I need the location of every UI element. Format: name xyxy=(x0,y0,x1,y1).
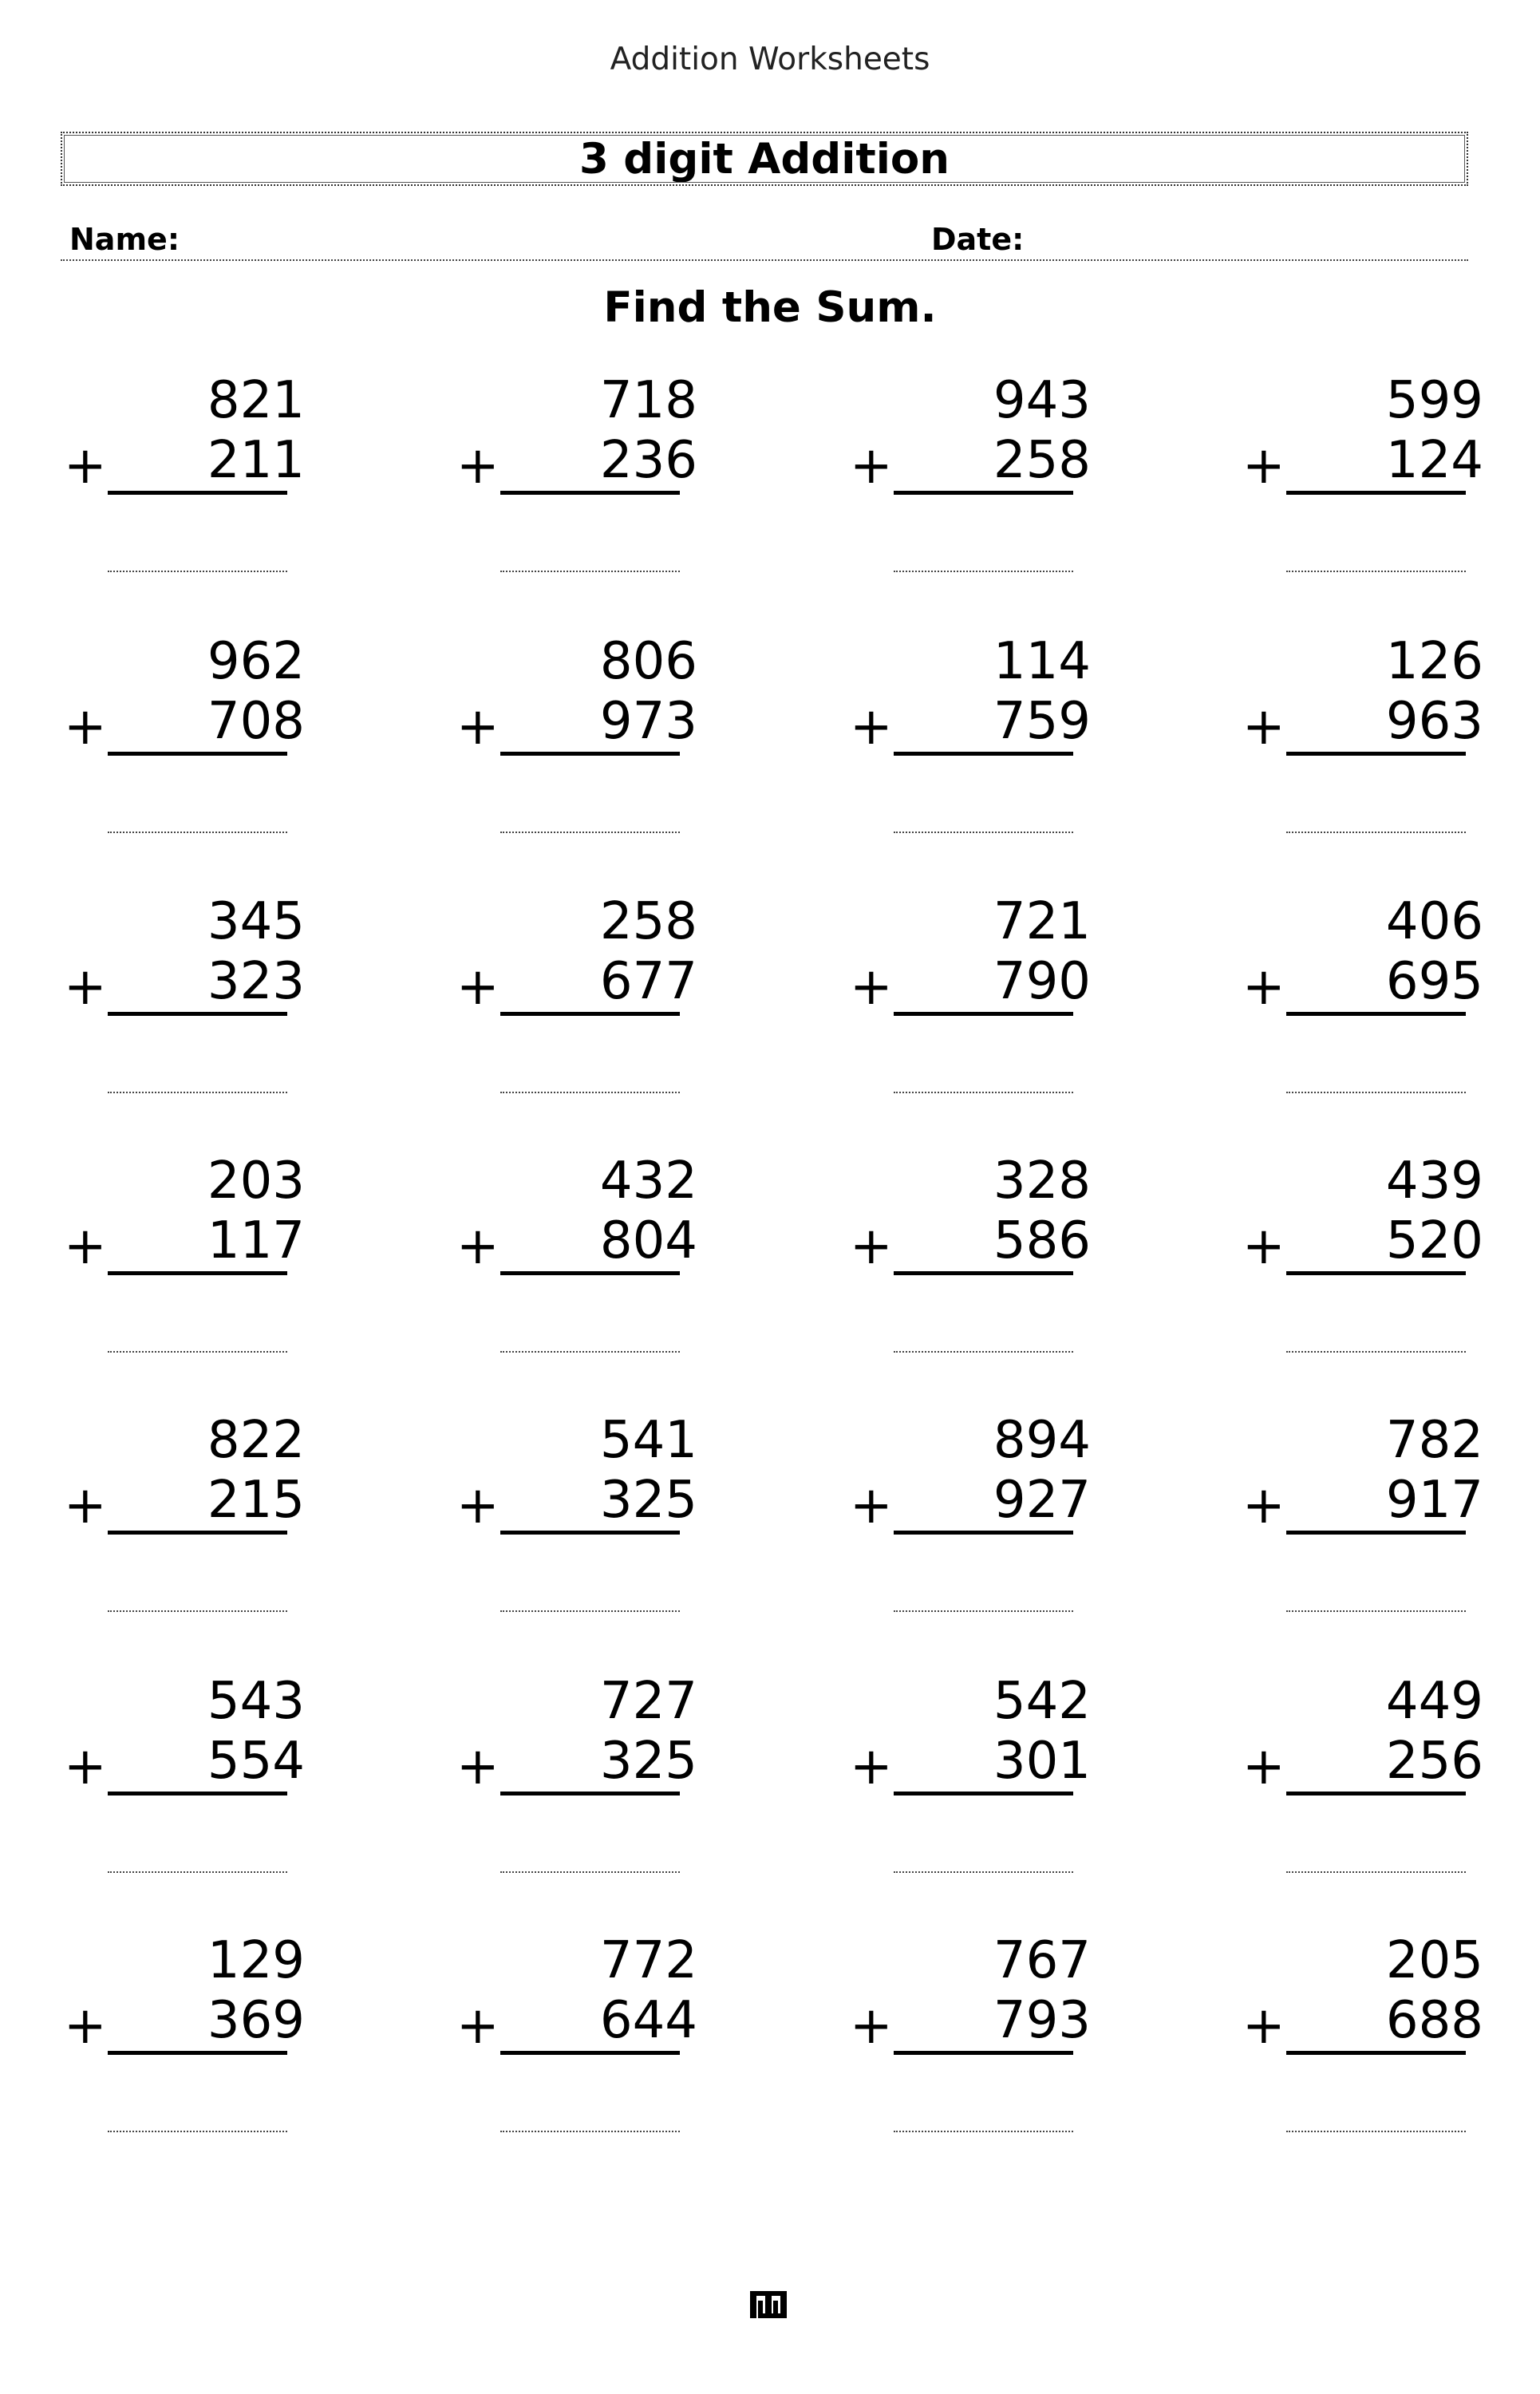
problem-item xyxy=(850,1411,1105,1642)
problem-item xyxy=(850,1672,1105,1903)
plus-sign: + xyxy=(456,697,500,757)
addend-top: 542 xyxy=(993,1672,1091,1731)
sum-line xyxy=(1286,1012,1466,1016)
addend-bottom: 117 xyxy=(207,1211,305,1270)
problem-item xyxy=(64,1931,319,2163)
plus-sign: + xyxy=(1242,1997,1285,2056)
plus-sign: + xyxy=(456,958,500,1017)
answer-line[interactable] xyxy=(1286,1351,1466,1353)
addend-top: 345 xyxy=(207,892,305,951)
answer-line[interactable] xyxy=(108,1092,287,1093)
problem-item xyxy=(456,1411,712,1642)
plus-sign: + xyxy=(456,437,500,496)
problem-item xyxy=(1242,1931,1498,2163)
addend-bottom: 236 xyxy=(599,431,697,490)
plus-sign: + xyxy=(456,1217,500,1276)
addend-top: 114 xyxy=(993,632,1091,691)
site-logo-icon xyxy=(748,2288,788,2320)
plus-sign: + xyxy=(456,1476,500,1535)
addend-top: 782 xyxy=(1385,1411,1483,1470)
addend-top: 432 xyxy=(599,1152,697,1211)
sum-line xyxy=(894,1271,1073,1275)
plus-sign: + xyxy=(456,1997,500,2056)
addend-bottom: 325 xyxy=(599,1471,697,1530)
answer-line[interactable] xyxy=(1286,1610,1466,1612)
addend-bottom: 708 xyxy=(207,692,305,751)
addend-bottom: 927 xyxy=(993,1471,1091,1530)
problem-item xyxy=(850,632,1105,863)
plus-sign: + xyxy=(850,1997,893,2056)
problem-item xyxy=(850,1152,1105,1383)
problem-item xyxy=(64,1672,319,1903)
addend-top: 943 xyxy=(993,371,1091,430)
problem-item xyxy=(1242,371,1498,602)
sum-line xyxy=(1286,752,1466,756)
plus-sign: + xyxy=(850,697,893,757)
worksheet-title: 3 digit Addition xyxy=(578,134,950,184)
plus-sign: + xyxy=(64,1737,107,1796)
plus-sign: + xyxy=(1242,1476,1285,1535)
sum-line xyxy=(894,752,1073,756)
sum-line xyxy=(1286,1792,1466,1796)
answer-line[interactable] xyxy=(500,1610,680,1612)
problem-item xyxy=(456,892,712,1124)
addend-bottom: 793 xyxy=(993,1991,1091,2050)
addend-top: 772 xyxy=(599,1931,697,1990)
answer-line[interactable] xyxy=(894,832,1073,833)
addend-top: 806 xyxy=(599,632,697,691)
addend-bottom: 677 xyxy=(599,952,697,1011)
addend-top: 821 xyxy=(207,371,305,430)
problem-item xyxy=(456,1152,712,1383)
addend-bottom: 759 xyxy=(993,692,1091,751)
plus-sign: + xyxy=(1242,958,1285,1017)
sum-line xyxy=(894,1792,1073,1796)
answer-line[interactable] xyxy=(108,1871,287,1873)
plus-sign: + xyxy=(64,1217,107,1276)
plus-sign: + xyxy=(64,958,107,1017)
problem-item xyxy=(850,892,1105,1124)
sum-line xyxy=(108,1531,287,1535)
answer-line[interactable] xyxy=(108,1351,287,1353)
addend-top: 328 xyxy=(993,1152,1091,1211)
problem-item xyxy=(1242,1152,1498,1383)
addend-top: 205 xyxy=(1385,1931,1483,1990)
addend-top: 406 xyxy=(1385,892,1483,951)
answer-line[interactable] xyxy=(1286,832,1466,833)
sum-line xyxy=(500,752,680,756)
addend-bottom: 124 xyxy=(1385,431,1483,490)
sum-line xyxy=(500,1271,680,1275)
sum-line xyxy=(1286,1531,1466,1535)
addend-bottom: 323 xyxy=(207,952,305,1011)
sum-line xyxy=(108,2051,287,2055)
plus-sign: + xyxy=(850,1737,893,1796)
plus-sign: + xyxy=(1242,437,1285,496)
addend-bottom: 258 xyxy=(993,431,1091,490)
addend-top: 543 xyxy=(207,1672,305,1731)
answer-line[interactable] xyxy=(1286,2131,1466,2132)
addend-top: 962 xyxy=(207,632,305,691)
name-date-rule xyxy=(61,259,1468,261)
addend-bottom: 554 xyxy=(207,1732,305,1791)
plus-sign: + xyxy=(850,1476,893,1535)
sum-line xyxy=(894,2051,1073,2055)
problem-item xyxy=(64,1411,319,1642)
problem-item xyxy=(456,1672,712,1903)
sum-line xyxy=(108,1271,287,1275)
answer-line[interactable] xyxy=(500,571,680,572)
addend-bottom: 301 xyxy=(993,1732,1091,1791)
answer-line[interactable] xyxy=(500,832,680,833)
sum-line xyxy=(500,1012,680,1016)
addend-top: 599 xyxy=(1385,371,1483,430)
addend-top: 822 xyxy=(207,1411,305,1470)
answer-line[interactable] xyxy=(1286,571,1466,572)
addend-bottom: 804 xyxy=(599,1211,697,1270)
addend-bottom: 325 xyxy=(599,1732,697,1791)
addend-top: 541 xyxy=(599,1411,697,1470)
addend-top: 727 xyxy=(599,1672,697,1731)
sum-line xyxy=(500,1531,680,1535)
addend-top: 767 xyxy=(993,1931,1091,1990)
addend-top: 258 xyxy=(599,892,697,951)
sum-line xyxy=(1286,1271,1466,1275)
plus-sign: + xyxy=(64,1476,107,1535)
answer-line[interactable] xyxy=(108,571,287,572)
answer-line[interactable] xyxy=(500,1871,680,1873)
answer-line[interactable] xyxy=(894,1610,1073,1612)
site-title: Addition Worksheets xyxy=(610,41,930,77)
answer-line[interactable] xyxy=(108,2131,287,2132)
sum-line xyxy=(1286,2051,1466,2055)
addend-bottom: 520 xyxy=(1385,1211,1483,1270)
sum-line xyxy=(108,1012,287,1016)
plus-sign: + xyxy=(64,1997,107,2056)
addend-bottom: 215 xyxy=(207,1471,305,1530)
answer-line[interactable] xyxy=(108,832,287,833)
addend-top: 439 xyxy=(1385,1152,1483,1211)
answer-line[interactable] xyxy=(1286,1871,1466,1873)
answer-line[interactable] xyxy=(894,571,1073,572)
problem-item xyxy=(850,1931,1105,2163)
addend-bottom: 963 xyxy=(1385,692,1483,751)
answer-line[interactable] xyxy=(500,1092,680,1093)
problem-item xyxy=(1242,632,1498,863)
plus-sign: + xyxy=(850,958,893,1017)
plus-sign: + xyxy=(1242,1217,1285,1276)
plus-sign: + xyxy=(850,1217,893,1276)
addend-bottom: 695 xyxy=(1385,952,1483,1011)
answer-line[interactable] xyxy=(1286,1092,1466,1093)
problem-item xyxy=(1242,1411,1498,1642)
plus-sign: + xyxy=(1242,697,1285,757)
problem-item xyxy=(64,1152,319,1383)
sum-line xyxy=(894,1012,1073,1016)
problem-item xyxy=(1242,1672,1498,1903)
answer-line[interactable] xyxy=(894,2131,1073,2132)
problem-item xyxy=(850,371,1105,602)
sum-line xyxy=(894,1531,1073,1535)
addend-bottom: 917 xyxy=(1385,1471,1483,1530)
problem-item xyxy=(456,371,712,602)
sum-line xyxy=(500,1792,680,1796)
answer-line[interactable] xyxy=(108,1610,287,1612)
sum-line xyxy=(1286,491,1466,495)
addend-top: 721 xyxy=(993,892,1091,951)
sum-line xyxy=(500,2051,680,2055)
problem-item xyxy=(1242,892,1498,1124)
addend-bottom: 586 xyxy=(993,1211,1091,1270)
sum-line xyxy=(500,491,680,495)
addend-bottom: 688 xyxy=(1385,1991,1483,2050)
sum-line xyxy=(108,752,287,756)
addend-top: 718 xyxy=(599,371,697,430)
addend-bottom: 644 xyxy=(599,1991,697,2050)
addend-top: 129 xyxy=(207,1931,305,1990)
plus-sign: + xyxy=(1242,1737,1285,1796)
sum-line xyxy=(108,1792,287,1796)
addend-top: 449 xyxy=(1385,1672,1483,1731)
answer-line[interactable] xyxy=(500,2131,680,2132)
problem-item xyxy=(64,371,319,602)
addend-bottom: 369 xyxy=(207,1991,305,2050)
problem-item xyxy=(64,892,319,1124)
plus-sign: + xyxy=(456,1737,500,1796)
plus-sign: + xyxy=(64,697,107,757)
date-label: Date: xyxy=(931,222,1025,257)
answer-line[interactable] xyxy=(894,1871,1073,1873)
answer-line[interactable] xyxy=(500,1351,680,1353)
worksheet-title-box xyxy=(61,132,1468,186)
answer-line[interactable] xyxy=(894,1351,1073,1353)
addend-top: 203 xyxy=(207,1152,305,1211)
answer-line[interactable] xyxy=(894,1092,1073,1093)
name-label: Name: xyxy=(69,222,180,257)
sum-line xyxy=(894,491,1073,495)
addend-top: 894 xyxy=(993,1411,1091,1470)
addend-top: 126 xyxy=(1385,632,1483,691)
addend-bottom: 973 xyxy=(599,692,697,751)
addend-bottom: 256 xyxy=(1385,1732,1483,1791)
instructions: Find the Sum. xyxy=(603,283,937,332)
problem-item xyxy=(64,632,319,863)
addend-bottom: 211 xyxy=(207,431,305,490)
plus-sign: + xyxy=(64,437,107,496)
plus-sign: + xyxy=(850,437,893,496)
sum-line xyxy=(108,491,287,495)
addend-bottom: 790 xyxy=(993,952,1091,1011)
problem-item xyxy=(456,632,712,863)
problem-item xyxy=(456,1931,712,2163)
